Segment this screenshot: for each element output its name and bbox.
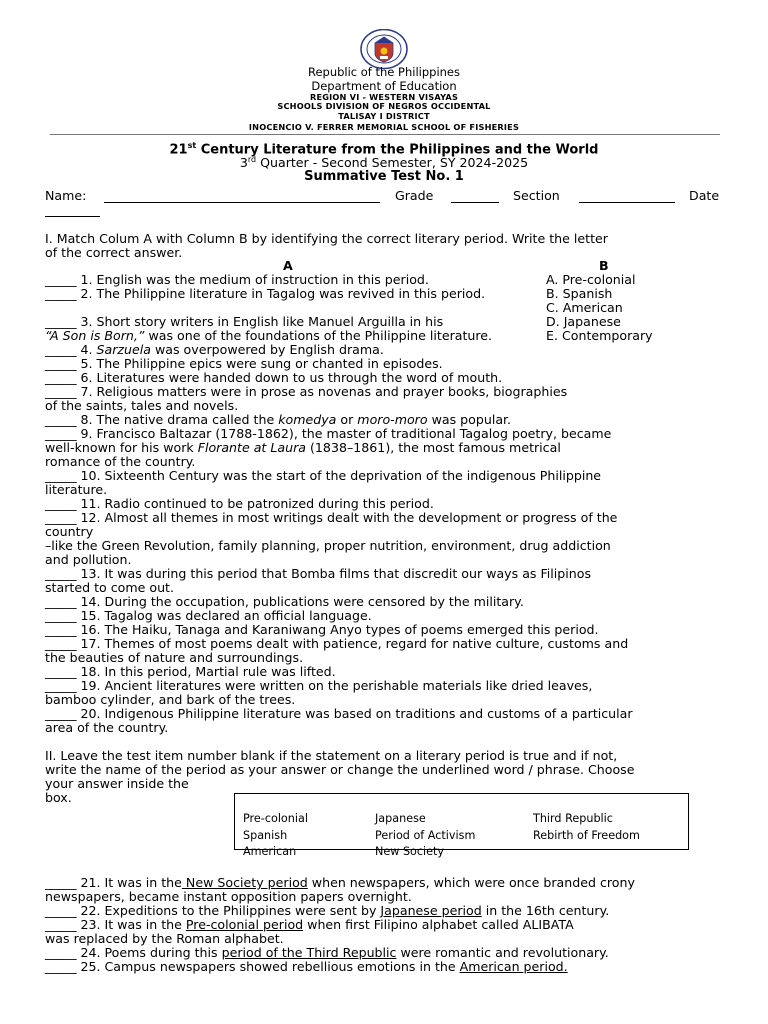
answer-blank[interactable]: _____ bbox=[45, 622, 77, 637]
quarter-line: 3rd Quarter - Second Semester, SY 2024-2025 bbox=[239, 155, 529, 171]
date-blank[interactable] bbox=[45, 216, 100, 217]
header-divider bbox=[50, 134, 720, 135]
name-label: Name: bbox=[45, 188, 87, 203]
item-3-cont: “A Son is Born,” was one of the foundations of the Philippine literature. bbox=[45, 328, 493, 343]
item-21-cont: newspapers, became instant opposition papers overnight. bbox=[45, 889, 412, 904]
item-14: _____ 14. During the occupation, publications were censored by the military. bbox=[45, 594, 524, 609]
item-18: _____ 18. In this period, Martial rule was lifted. bbox=[45, 664, 336, 679]
choice-b: B. Spanish bbox=[546, 286, 613, 301]
answer-blank[interactable]: _____ bbox=[45, 678, 77, 693]
part2-instruction-2: write the name of the period as your answer or change the underlined word / phrase. Choose bbox=[45, 762, 635, 777]
answer-blank[interactable]: _____ bbox=[45, 664, 77, 679]
answer-blank[interactable]: _____ bbox=[45, 636, 77, 651]
answer-blank[interactable]: _____ bbox=[45, 945, 77, 960]
box-choice: American bbox=[243, 845, 297, 858]
answer-blank[interactable]: _____ bbox=[45, 875, 77, 890]
column-a-header: A bbox=[283, 258, 293, 273]
test-title: Summative Test No. 1 bbox=[304, 169, 464, 184]
answer-blank[interactable]: _____ bbox=[45, 412, 77, 427]
republic-line: Republic of the Philippines bbox=[307, 65, 461, 79]
item-13-cont: started to come out. bbox=[45, 580, 174, 595]
answer-blank[interactable]: _____ bbox=[45, 510, 77, 525]
item-19-cont: bamboo cylinder, and bark of the trees. bbox=[45, 692, 296, 707]
item-17-cont: the beauties of nature and surroundings. bbox=[45, 650, 304, 665]
item-12-cont-2: –like the Green Revolution, family planning, proper nutrition, environment, drug addiction bbox=[45, 538, 611, 553]
answer-blank[interactable]: _____ bbox=[45, 286, 77, 301]
box-choice: Period of Activism bbox=[375, 829, 476, 842]
item-12-cont: country bbox=[45, 524, 94, 539]
answer-blank[interactable]: _____ bbox=[45, 903, 77, 918]
answer-blank[interactable]: _____ bbox=[45, 426, 77, 441]
box-choice: Rebirth of Freedom bbox=[533, 829, 640, 842]
item-10-cont: literature. bbox=[45, 482, 108, 497]
answer-blank[interactable]: _____ bbox=[45, 594, 77, 609]
answer-blank[interactable]: _____ bbox=[45, 566, 77, 581]
box-choice: Japanese bbox=[375, 812, 426, 825]
item-1: _____ 1. English was the medium of instruction in this period. bbox=[45, 272, 429, 287]
item-22: _____ 22. Expeditions to the Philippines were sent by Japanese period in the 16th century. bbox=[45, 903, 610, 918]
item-6: _____ 6. Literatures were handed down to us through the word of mouth. bbox=[45, 370, 503, 385]
box-choice: Spanish bbox=[243, 829, 288, 842]
item-21: _____ 21. It was in the New Society period when newspapers, which were once branded crony bbox=[45, 875, 635, 890]
item-13: _____ 13. It was during this period that Bomba films that discredit our ways as Filipinos bbox=[45, 566, 592, 581]
answer-blank[interactable]: _____ bbox=[45, 272, 77, 287]
item-17: _____ 17. Themes of most poems dealt with patience, regard for native culture, customs and bbox=[45, 636, 629, 651]
item-4: _____ 4. Sarzuela was overpowered by English drama. bbox=[45, 342, 384, 357]
item-3: _____ 3. Short story writers in English like Manuel Arguilla in his bbox=[45, 314, 444, 329]
department-line: Department of Education bbox=[311, 79, 457, 93]
item-24: _____ 24. Poems during this period of the Third Republic were romantic and revolutionary. bbox=[45, 945, 609, 960]
item-7: _____ 7. Religious matters were in prose as novenas and prayer books, biographies bbox=[45, 384, 568, 399]
region-line: REGION VI - WESTERN VISAYAS bbox=[309, 92, 459, 102]
choice-e: E. Contemporary bbox=[546, 328, 653, 343]
item-20: _____ 20. Indigenous Philippine literature was based on traditions and customs of a particular bbox=[45, 706, 633, 721]
item-12-cont-3: and pollution. bbox=[45, 552, 132, 567]
item-2: _____ 2. The Philippine literature in Tagalog was revived in this period. bbox=[45, 286, 486, 301]
item-23-cont: was replaced by the Roman alphabet. bbox=[45, 931, 284, 946]
part2-instruction-4: box. bbox=[45, 790, 72, 805]
section-blank[interactable] bbox=[579, 202, 675, 203]
box-choice: Pre-colonial bbox=[243, 812, 308, 825]
deped-seal-logo bbox=[360, 29, 408, 69]
answer-blank[interactable]: _____ bbox=[45, 314, 77, 329]
date-label: Date bbox=[689, 188, 720, 203]
answer-blank[interactable]: _____ bbox=[45, 706, 77, 721]
school-line: INOCENCIO V. FERRER MEMORIAL SCHOOL OF FISHERIES bbox=[248, 122, 520, 132]
choice-d: D. Japanese bbox=[546, 314, 621, 329]
item-15: _____ 15. Tagalog was declared an official language. bbox=[45, 608, 372, 623]
answer-blank[interactable]: _____ bbox=[45, 959, 77, 974]
item-10: _____ 10. Sixteenth Century was the start of the deprivation of the indigenous Philippine bbox=[45, 468, 602, 483]
division-line: SCHOOLS DIVISION OF NEGROS OCCIDENTAL bbox=[277, 101, 491, 111]
part1-instruction-1: I. Match Colum A with Column B by identifying the correct literary period. Write the letter bbox=[45, 231, 608, 246]
answer-blank[interactable]: _____ bbox=[45, 496, 77, 511]
answer-blank[interactable]: _____ bbox=[45, 608, 77, 623]
section-label: Section bbox=[513, 188, 560, 203]
grade-label: Grade bbox=[395, 188, 434, 203]
item-19: _____ 19. Ancient literatures were written on the perishable materials like dried leaves, bbox=[45, 678, 593, 693]
part2-instruction-1: II. Leave the test item number blank if the statement on a literary period is true and if not, bbox=[45, 748, 618, 763]
item-9-cont-2: romance of the country. bbox=[45, 454, 196, 469]
name-blank[interactable] bbox=[104, 202, 380, 203]
column-b-header: B bbox=[599, 258, 609, 273]
answer-blank[interactable]: _____ bbox=[45, 356, 77, 371]
answer-blank[interactable]: _____ bbox=[45, 370, 77, 385]
answer-blank[interactable]: _____ bbox=[45, 468, 77, 483]
grade-blank[interactable] bbox=[451, 202, 499, 203]
district-line: TALISAY I DISTRICT bbox=[338, 111, 430, 121]
box-choice: New Society bbox=[375, 845, 445, 858]
item-7-cont: of the saints, tales and novels. bbox=[45, 398, 239, 413]
answer-blank[interactable]: _____ bbox=[45, 917, 77, 932]
part1-instruction-2: of the correct answer. bbox=[45, 245, 183, 260]
item-5: _____ 5. The Philippine epics were sung or chanted in episodes. bbox=[45, 356, 443, 371]
choice-a: A. Pre-colonial bbox=[546, 272, 636, 287]
box-choice: Third Republic bbox=[533, 812, 613, 825]
item-11: _____ 11. Radio continued to be patronized during this period. bbox=[45, 496, 434, 511]
item-9: _____ 9. Francisco Baltazar (1788-1862), the master of traditional Tagalog poetry, became bbox=[45, 426, 612, 441]
answer-blank[interactable]: _____ bbox=[45, 342, 77, 357]
item-9-cont: well-known for his work Florante at Laura (1838–1861), the most famous metrical bbox=[45, 440, 561, 455]
item-8: _____ 8. The native drama called the komedya or moro-moro was popular. bbox=[45, 412, 512, 427]
answer-choice-box bbox=[234, 793, 689, 858]
item-12: _____ 12. Almost all themes in most writings dealt with the development or progress of the bbox=[45, 510, 618, 525]
answer-blank[interactable]: _____ bbox=[45, 384, 77, 399]
item-23: _____ 23. It was in the Pre-colonial period when first Filipino alphabet called ALIBATA bbox=[45, 917, 574, 932]
part2-instruction-3: your answer inside the bbox=[45, 776, 189, 791]
item-16: _____ 16. The Haiku, Tanaga and Karaniwang Anyo types of poems emerged this period. bbox=[45, 622, 599, 637]
choice-c: C. American bbox=[546, 300, 623, 315]
item-25: _____ 25. Campus newspapers showed rebellious emotions in the American period. bbox=[45, 959, 568, 974]
item-20-cont: area of the country. bbox=[45, 720, 169, 735]
course-title: 21st Century Literature from the Philippines and the World bbox=[169, 141, 599, 158]
